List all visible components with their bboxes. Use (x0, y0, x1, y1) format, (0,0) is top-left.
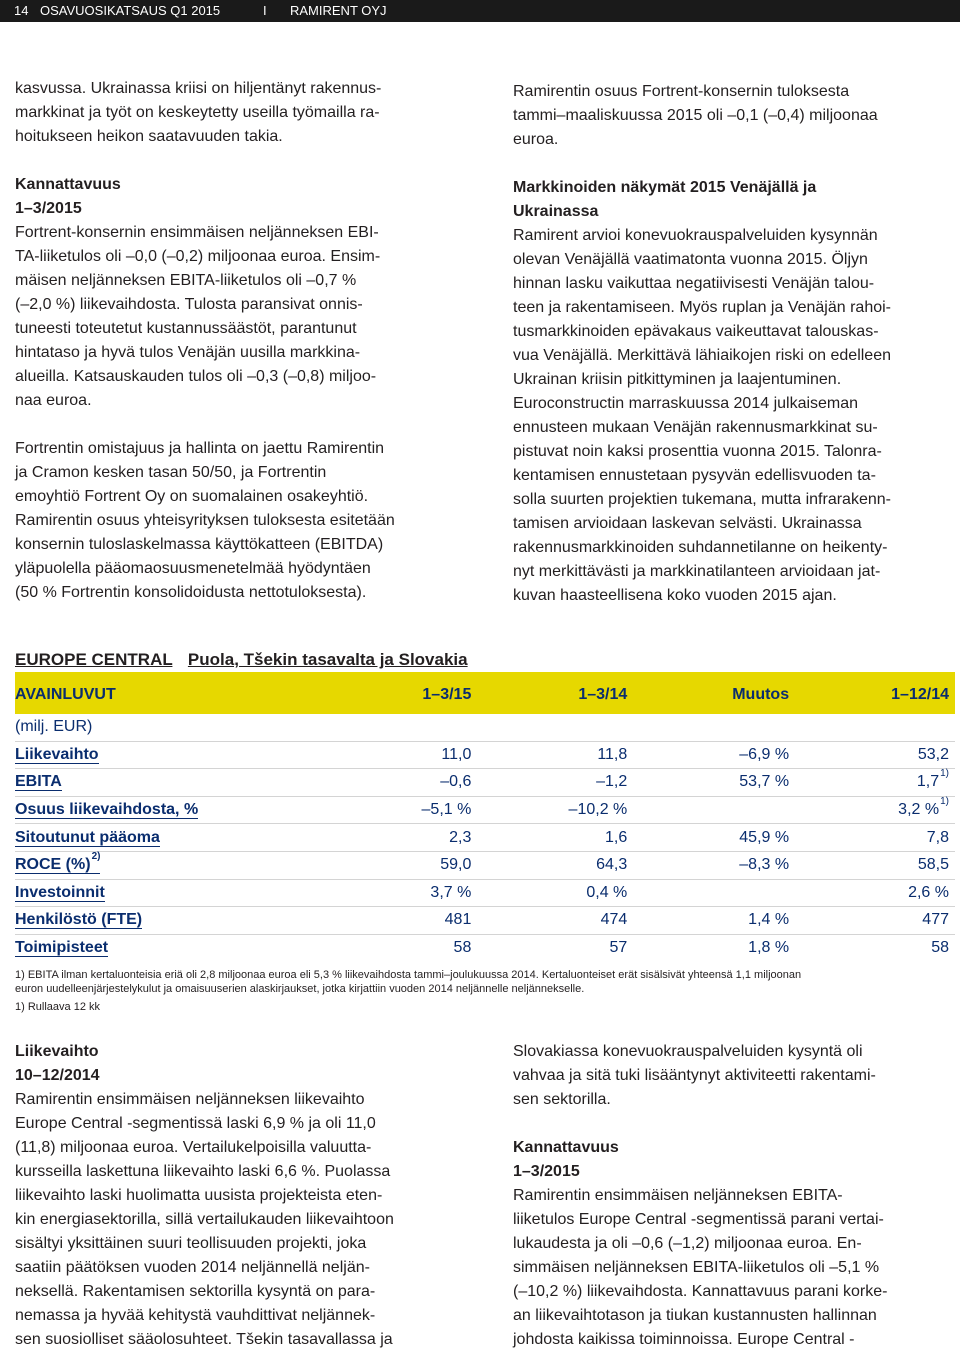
text-line: yläpuolella pääomaosuusmenetelmää hyödyntäen (15, 560, 371, 577)
footnote-marker: 1) (940, 768, 949, 780)
row-value: 64,3 (596, 856, 628, 874)
revenue-heading: Liikevaihto (15, 1043, 99, 1060)
section-title-sub: Puola, Tšekin tasavalta ja Slovakia (187, 650, 468, 669)
text-line: neksellä. Rakentamisen sektorilla kysyntä on para- (15, 1283, 376, 1300)
row-label: Investoinnit (15, 883, 105, 901)
text-line: Europe Central -segmentissä laski 6,9 % ja oli 11,0 (15, 1115, 376, 1132)
profitability-period: 1–3/2015 (15, 200, 82, 217)
row-value: 58 (453, 939, 472, 957)
table-header-col: 1–12/14 (795, 672, 955, 714)
text-line: mäisen neljänneksen EBITA-liiketulos oli –0,7 % (15, 272, 357, 289)
text-line: liikevaihto laski huolimatta uusista projekteista eten- (15, 1187, 383, 1204)
right-column-bottom (513, 1040, 953, 1352)
row-value: –1,2 (596, 773, 628, 791)
row-value: 57 (609, 939, 628, 957)
text-line: olevan Venäjällä vaatimatonta vuonna 2015. Öljyn (513, 251, 868, 268)
intro-line: markkinat ja työt on keskeytetty useilla työmailla ra- (15, 104, 380, 121)
row-label: Sitoutunut pääoma (15, 828, 160, 846)
text-line: Ramirentin ensimmäisen neljänneksen liikevaihto (15, 1091, 365, 1108)
report-title: OSAVUOSIKATSAUS Q1 2015 (40, 3, 221, 18)
table-row (15, 879, 955, 907)
text-line: saatiin päätöksen vuoden 2014 neljännellä neljän- (15, 1259, 370, 1276)
text-line: sen suosiolliset sääolosuhteet. Tšekin tasavallassa ja (15, 1331, 393, 1348)
header-separator: I (263, 3, 267, 18)
text-line: rakennusmarkkinoiden suhdannetilanne on heikenty- (513, 539, 888, 556)
table-row (15, 796, 955, 824)
text-line: naa euroa. (15, 392, 92, 409)
row-value: 58,5 (917, 856, 949, 874)
table-header-label: AVAINLUVUT (15, 672, 333, 714)
section-title-main: EUROPE CENTRAL (15, 650, 173, 669)
text-line: Ukrainan kriisin pitkittyminen ja laajentuminen. (513, 371, 842, 388)
row-value: 1,4 % (748, 911, 790, 929)
text-line: Euroconstructin marraskuussa 2014 julkaiseman (513, 395, 859, 412)
footnote-marker: 2) (91, 851, 101, 863)
text-line: kursseilla laskettuna liikevaihto laski 6,6 %. Puolassa (15, 1163, 391, 1180)
table-header-col: Muutos (633, 672, 795, 714)
text-line: ja Cramon kesken tasan 50/50, ja Fortrentin (15, 464, 327, 481)
text-line: teen ja rakentamiseen. Myös ruplan ja Venäjän rahoi- (513, 299, 891, 316)
text-line: vahvaa ja sitä tuki lisääntynyt aktiviteetti rakentami- (513, 1067, 876, 1084)
row-label-text: ROCE (%) (15, 856, 91, 874)
text-line: (50 % Fortrentin konsolidoidusta nettotuloksesta). (15, 584, 367, 601)
section-title (15, 648, 615, 672)
text-line: ennusteen mukaan Venäjän rakennusmarkkinat su- (513, 419, 878, 436)
text-line: euroa. (513, 131, 559, 148)
row-value: 59,0 (440, 856, 472, 874)
text-line: TA-liiketulos oli –0,0 (–0,2) miljoonaa euroa. Ensim- (15, 248, 381, 265)
text-line: Ramirentin osuus yhteisyrityksen tuloksesta esitetään (15, 512, 395, 529)
text-line: simmäisen neljänneksen EBITA-liiketulos oli –5,1 % (513, 1259, 880, 1276)
text-line: (11,8) miljoonaa euroa. Vertailukelpoisilla valuutta- (15, 1139, 372, 1156)
profitability-period: 1–3/2015 (513, 1163, 580, 1180)
text-line: hinnan lasku vaikuttaa negatiivisesti Venäjän talou- (513, 275, 875, 292)
text-line: sisältyi yksittäinen suuri teollisuuden projekti, joka (15, 1235, 367, 1252)
row-value: –0,6 (440, 773, 472, 791)
row-value: 1,8 % (748, 939, 790, 957)
row-label: EBITA (15, 773, 62, 791)
text-line: kin energiasektorilla, sillä vertailukauden liikevaihtoon (15, 1211, 394, 1228)
text-line: tusmarkkinoiden epävakaus vaikeuttavat talouskas- (513, 323, 879, 340)
text-line: nyt merkittävästi ja markkinatilanteen arvioidaan jat- (513, 563, 881, 580)
table-row (15, 934, 955, 961)
text-line: (–10,2 %) liikevaihdosta. Kannattavuus parani korke- (513, 1283, 888, 1300)
text-line: Ramirent arvioi konevuokrauspalveluiden kysynnän (513, 227, 878, 244)
table-row (15, 851, 955, 879)
row-value: –6,9 % (739, 745, 790, 763)
table-unit-row (15, 714, 955, 741)
text-line: kuvan haasteellisena koko vuoden 2015 ajan. (513, 587, 837, 604)
row-value: –5,1 % (421, 801, 472, 819)
page-header (0, 0, 960, 22)
revenue-period: 10–12/2014 (15, 1067, 100, 1084)
text-line: konsernin tuloslaskelmassa käyttökatteen (EBITDA) (15, 536, 384, 553)
text-line: an liikevaihtotason ja tiukan kustannusten hallinnan (513, 1307, 877, 1324)
text-line: alueilla. Katsauskauden tulos oli –0,3 (–0,8) miljoo- (15, 368, 377, 385)
footnote-2: 1) Rullaava 12 kk (15, 1001, 100, 1013)
text-line: vua Venäjällä. Merkittävä lähiaikojen riski on edelleen (513, 347, 891, 364)
text-line: tammi–maaliskuussa 2015 oli –0,1 (–0,4) miljoonaa (513, 107, 878, 124)
text-line: pistuvat noin kaksi prosenttia vuonna 2015. Talonra- (513, 443, 882, 460)
text-line: (–2,0 %) liikevaihdosta. Tulosta paransivat onnis- (15, 296, 363, 313)
row-value: 481 (444, 911, 472, 929)
text-line: tuneesti toteutetut kustannussäästöt, parantunut (15, 320, 357, 337)
text-line: kentamisen ennustetaan pysyvän edellisvuoden ta- (513, 467, 876, 484)
footnote-line: euron uudelleenjärjestelykulut ja omaisuuserien alaskirjaukset, jotka kirjattiin vuoden 2014 neljännelle neljännekselle. (15, 983, 585, 995)
text-line: nemassa ja hyvää kehitystä vauhdittivat neljännek- (15, 1307, 376, 1324)
text-line: Slovakiassa konevuokrauspalveluiden kysyntä oli (513, 1043, 863, 1060)
row-value: 0,4 % (586, 883, 628, 901)
table-row (15, 907, 955, 935)
text-line: Fortrent-konsernin ensimmäisen neljänneksen EBI- (15, 224, 379, 241)
profitability-heading: Kannattavuus (15, 176, 121, 193)
footnote-1 (15, 968, 950, 996)
row-value: –8,3 % (739, 856, 790, 874)
row-value: 11,0 (441, 745, 472, 763)
intro-line: hoitukseen heikon saatavuuden takia. (15, 128, 283, 145)
text-line: Ramirentin ensimmäisen neljänneksen EBITA- (513, 1187, 843, 1204)
text-line: emoyhtiö Fortrent Oy on suomalainen osakeyhtiö. (15, 488, 369, 505)
table-header-col: 1–3/15 (333, 672, 477, 714)
outlook-heading: Markkinoiden näkymät 2015 Venäjällä ja (513, 179, 817, 196)
text-line: Fortrentin omistajuus ja hallinta on jaettu Ramirentin (15, 440, 385, 457)
right-column-top (513, 80, 953, 608)
row-value: 58 (931, 939, 949, 957)
text-line: liiketulos Europe Central -segmentissä parani vertai- (513, 1211, 884, 1228)
table-header-col: 1–3/14 (477, 672, 633, 714)
key-figures-table (15, 672, 955, 961)
table-row (15, 769, 955, 797)
text-line: Ramirentin osuus Fortrent-konsernin tuloksesta (513, 83, 850, 100)
left-column-bottom (15, 1040, 485, 1352)
outlook-heading: Ukrainassa (513, 203, 599, 220)
row-label (15, 851, 101, 874)
row-value (633, 879, 795, 907)
row-value (633, 796, 795, 824)
row-value: 474 (600, 911, 628, 929)
row-label: Osuus liikevaihdosta, % (15, 801, 199, 819)
row-value: 3,7 % (430, 883, 472, 901)
row-label: Toimipisteet (15, 939, 109, 957)
left-column-top (15, 77, 485, 605)
row-value: 2,6 % (908, 883, 949, 901)
row-label: Henkilöstö (FTE) (15, 911, 143, 929)
row-value: –10,2 % (568, 801, 628, 819)
text-line: lukaudesta ja oli –0,6 (–1,2) miljoonaa euroa. En- (513, 1235, 862, 1252)
row-label: Liikevaihto (15, 745, 99, 763)
table-row (15, 741, 955, 769)
text-line: hintataso ja hyvä tulos Venäjän uusilla markkina- (15, 344, 361, 361)
text-line: solla suurten projektien tukemana, mutta infrarakenn- (513, 491, 891, 508)
table-row (15, 824, 955, 852)
page-number: 14 (14, 3, 29, 18)
text-line: tamisen arvioidaan laskevan selvästi. Ukrainassa (513, 515, 862, 532)
footnote-marker: 1) (940, 796, 949, 808)
row-value: 477 (922, 911, 949, 929)
row-value: 2,3 (449, 828, 472, 846)
table-unit: (milj. EUR) (15, 718, 93, 736)
profitability-heading: Kannattavuus (513, 1139, 619, 1156)
company-name: RAMIRENT OYJ (290, 3, 387, 18)
text-line: johdosta kaikissa toiminnoissa. Europe Central - (513, 1331, 855, 1348)
row-value: 3,2 % (898, 801, 940, 819)
table-header-row (15, 672, 955, 714)
intro-line: kasvussa. Ukrainassa kriisi on hiljentänyt rakennus- (15, 80, 382, 97)
row-value: 53,2 (917, 745, 949, 763)
row-value: 53,7 % (739, 773, 790, 791)
footnote-line: 1) EBITA ilman kertaluonteisia eriä oli 2,8 miljoonaa euroa eli 5,3 % liikevaihdosta tammi–joulukuussa 2014. Kertaluonteiset erät sisälsivät yhteensä 1,1 miljoonan (15, 969, 802, 981)
row-value: 11,8 (597, 745, 628, 763)
row-value: 1,6 (605, 828, 628, 846)
row-value: 45,9 % (739, 828, 790, 846)
row-value: 7,8 (926, 828, 949, 846)
row-value: 1,7 (916, 773, 940, 791)
text-line: sen sektorilla. (513, 1091, 611, 1108)
